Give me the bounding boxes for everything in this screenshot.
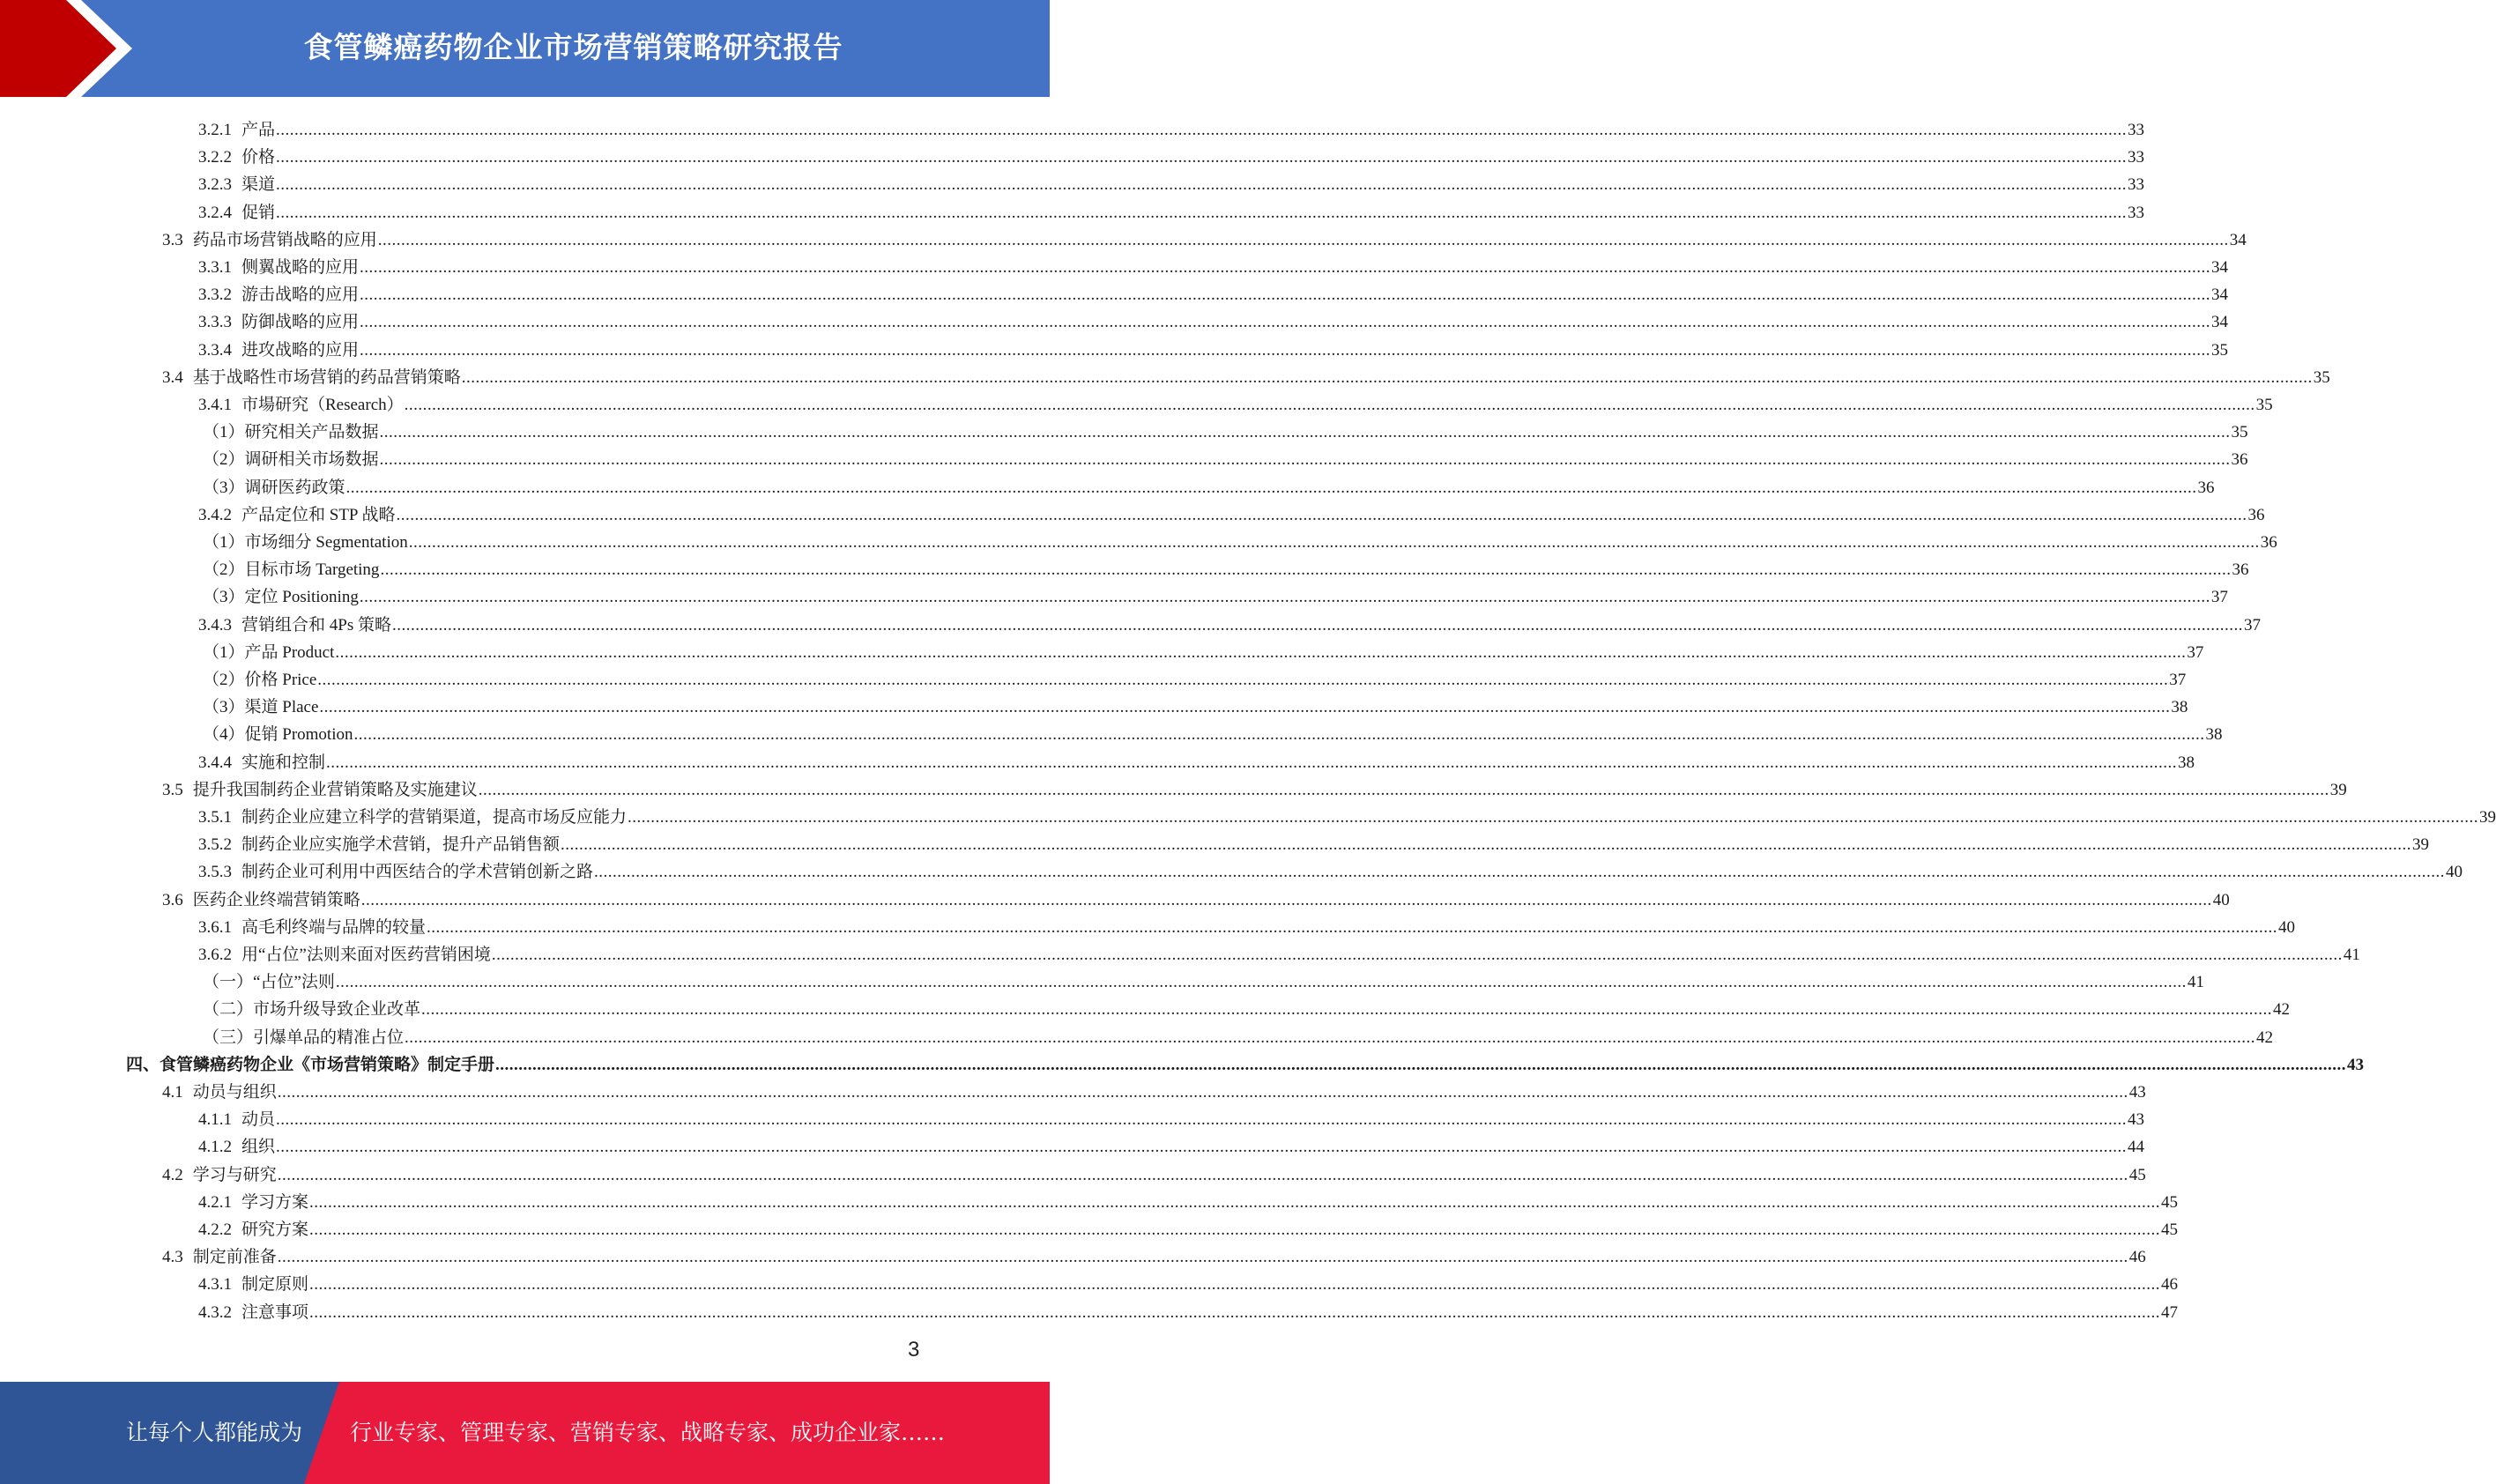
toc-entry[interactable] [198,196,2145,223]
toc-entry[interactable] [198,938,2360,965]
toc-entry-title: 高毛利终端与品牌的较量 [241,917,427,937]
toc-entry-number: 4.3.1 [198,1275,232,1295]
toc-dot-leader: ................................................................................................................................................................................................................................................................................................................................................................................................................ [391,615,2243,634]
toc-entry-page: 33 [2128,203,2145,222]
toc-dot-leader: ................................................................................................................................................................................................................................................................................................................................................................................................................ [276,148,2128,167]
toc-dot-leader: ................................................................................................................................................................................................................................................................................................................................................................................................................ [377,230,2229,249]
toc-entry-title: （1）市场细分 Segmentation [203,533,408,552]
toc-entry-number: 3.2.2 [198,148,232,167]
toc-entry-page: 36 [2247,505,2265,524]
toc-entry-page: 45 [2161,1192,2179,1212]
toc-entry-title: 价格 [241,148,276,167]
toc-entry-page: 46 [2161,1275,2179,1295]
toc-entry[interactable] [198,910,2296,938]
toc-dot-leader: ................................................................................................................................................................................................................................................................................................................................................................................................................ [408,533,2260,552]
toc-entry-number: 3.5.3 [198,863,232,882]
toc-entry-title: 学习方案 [241,1192,309,1212]
toc-dot-leader: ................................................................................................................................................................................................................................................................................................................................................................................................................ [309,1275,2161,1295]
toc-dot-leader: ................................................................................................................................................................................................................................................................................................................................................................................................................ [360,258,2211,277]
toc-entry-title: （3）调研医药政策 [203,478,345,497]
toc-dot-leader: ................................................................................................................................................................................................................................................................................................................................................................................................................ [277,1083,2128,1102]
toc-entry-title: 基于战略性市场营销的药品营销策略 [192,367,461,387]
toc-dot-leader: ................................................................................................................................................................................................................................................................................................................................................................................................................ [276,121,2128,139]
toc-dot-leader: ................................................................................................................................................................................................................................................................................................................................................................................................................ [594,863,2446,882]
toc-entry-title: 用“占位”法则来面对医药营销困境 [241,946,491,964]
toc-entry-page: 35 [2231,423,2248,442]
toc-entry[interactable] [198,250,2229,278]
toc-entry-page: 42 [2256,1028,2274,1047]
toc-dot-leader: ................................................................................................................................................................................................................................................................................................................................................................................................................ [427,917,2278,937]
toc-entry-title: （3）定位 Positioning [203,588,359,607]
toc-entry-title: 制定原则 [241,1275,309,1295]
toc-entry[interactable] [162,360,2330,388]
toc-entry-number: 4.3 [162,1248,183,1267]
toc-dot-leader: ................................................................................................................................................................................................................................................................................................................................................................................................................ [309,1302,2161,1322]
toc-entry-number: 3.3 [162,230,183,249]
toc-dot-leader: ................................................................................................................................................................................................................................................................................................................................................................................................................ [335,973,2187,992]
toc-dot-leader: ................................................................................................................................................................................................................................................................................................................................................................................................................ [276,175,2128,195]
toc-entry-page: 39 [2329,780,2347,799]
page-footer [0,1382,1050,1484]
toc-entry[interactable] [203,415,2248,442]
toc-entry-page: 42 [2273,1000,2291,1020]
footer-slogan-left: 让每个人都能成为 [126,1420,303,1445]
toc-entry-page: 45 [2128,1165,2146,1184]
toc-entry-number: 4.2.2 [198,1221,232,1239]
toc-entry-page: 38 [2205,725,2223,745]
toc-dot-leader: ................................................................................................................................................................................................................................................................................................................................................................................................................ [379,450,2231,470]
toc-dot-leader: ................................................................................................................................................................................................................................................................................................................................................................................................................ [628,808,2479,827]
toc-entry-page: 38 [2178,753,2195,772]
toc-entry[interactable] [198,1185,2179,1213]
toc-entry[interactable] [203,690,2188,717]
toc-entry-page: 36 [2231,450,2248,470]
toc-entry-number: 3.3.3 [198,313,232,332]
toc-entry[interactable] [198,498,2265,525]
toc-entry[interactable] [198,278,2229,305]
toc-entry-title: （1）产品 Product [203,642,335,662]
toc-entry-number: 3.5 [162,780,183,799]
toc-entry[interactable] [198,167,2145,195]
toc-entry-page: 33 [2128,148,2145,167]
toc-entry-page: 40 [2278,917,2296,937]
toc-entry[interactable] [203,525,2277,553]
toc-entry[interactable] [162,1158,2146,1185]
toc-dot-leader: ................................................................................................................................................................................................................................................................................................................................................................................................................ [360,313,2211,332]
toc-dot-leader: ................................................................................................................................................................................................................................................................................................................................................................................................................ [404,396,2255,414]
toc-entry-number: 3.3.2 [198,286,232,305]
toc-entry-title: （1）研究相关产品数据 [203,423,379,442]
toc-entry-number: 4.3.2 [198,1302,232,1322]
toc-entry-page: 45 [2161,1221,2179,1239]
toc-dot-leader: ................................................................................................................................................................................................................................................................................................................................................................................................................ [276,203,2128,222]
toc-entry-page: 37 [2169,671,2187,689]
toc-entry[interactable] [198,1102,2145,1130]
toc-entry[interactable] [203,471,2215,498]
toc-entry-title: 实施和控制 [241,753,326,772]
toc-entry[interactable] [198,827,2430,855]
toc-entry[interactable] [198,855,2463,882]
toc-entry-page: 38 [2171,698,2188,717]
toc-dot-leader: ................................................................................................................................................................................................................................................................................................................................................................................................................ [326,753,2178,772]
toc-dot-leader: ................................................................................................................................................................................................................................................................................................................................................................................................................ [461,367,2313,387]
toc-entry-title: 四、食管鳞癌药物企业《市场营销策略》制定手册 [126,1055,495,1074]
toc-entry-number: 3.2.4 [198,203,232,222]
toc-dot-leader: ................................................................................................................................................................................................................................................................................................................................................................................................................ [405,1028,2256,1047]
toc-dot-leader: ................................................................................................................................................................................................................................................................................................................................................................................................................ [317,671,2169,689]
toc-entry[interactable] [203,553,2249,580]
toc-entry[interactable] [198,1267,2179,1295]
toc-entry-number: 3.2.1 [198,121,232,139]
toc-entry-title: 产品 [241,121,276,139]
toc-entry-page: 43 [2128,1110,2145,1130]
toc-entry[interactable] [203,1020,2274,1048]
toc-entry-number: 3.4.1 [198,396,232,414]
toc-entry-page: 40 [2212,890,2230,909]
toc-entry-title: 医药企业终端营销策略 [192,890,360,909]
toc-entry-page: 39 [2412,835,2430,855]
toc-entry[interactable] [162,1075,2146,1102]
toc-entry-number: 3.6.2 [198,946,232,964]
toc-entry-page: 34 [2211,313,2229,332]
document-title: 食管鳞癌药物企业市场营销策略研究报告 [303,30,843,64]
toc-entry-page: 34 [2229,230,2247,249]
toc-dot-leader: ................................................................................................................................................................................................................................................................................................................................................................................................................ [379,423,2231,442]
toc-entry[interactable] [198,800,2496,827]
toc-dot-leader: ................................................................................................................................................................................................................................................................................................................................................................................................................ [309,1221,2161,1239]
toc-dot-leader: ................................................................................................................................................................................................................................................................................................................................................................................................................ [276,1138,2128,1157]
toc-entry[interactable] [203,663,2187,690]
toc-entry-number: 3.6.1 [198,917,232,937]
toc-entry-title: 动员与组织 [192,1083,277,1102]
toc-entry-page: 47 [2161,1302,2179,1322]
toc-entry[interactable] [198,1295,2179,1323]
toc-dot-leader: ................................................................................................................................................................................................................................................................................................................................................................................................................ [491,946,2343,964]
toc-entry-page: 43 [2128,1083,2146,1102]
toc-entry-page: 37 [2210,588,2228,607]
toc-entry-title: 防御战略的应用 [241,313,360,332]
toc-entry[interactable] [198,1130,2145,1157]
toc-dot-leader: ................................................................................................................................................................................................................................................................................................................................................................................................................ [421,1000,2273,1020]
toc-entry[interactable] [198,113,2145,140]
toc-dot-leader: ................................................................................................................................................................................................................................................................................................................................................................................................................ [277,1248,2128,1267]
toc-entry-number: 4.2.1 [198,1192,232,1212]
toc-entry-page: 43 [2347,1055,2365,1074]
toc-entry-page: 35 [2313,367,2330,387]
toc-dot-leader: ................................................................................................................................................................................................................................................................................................................................................................................................................ [345,478,2197,497]
toc-dot-leader: ................................................................................................................................................................................................................................................................................................................................................................................................................ [353,725,2205,745]
toc-entry[interactable] [203,992,2291,1020]
toc-entry-page: 40 [2446,863,2463,882]
toc-entry-number: 4.1.1 [198,1110,232,1130]
toc-entry-page: 37 [2187,642,2204,662]
toc-entry[interactable] [162,883,2230,910]
toc-entry-page: 33 [2128,121,2145,139]
toc-dot-leader: ................................................................................................................................................................................................................................................................................................................................................................................................................ [309,1192,2161,1212]
toc-entry-page: 35 [2211,340,2229,360]
toc-entry-page: 36 [2260,533,2277,552]
toc-entry-page: 44 [2128,1138,2145,1157]
toc-entry-title: （2）调研相关市场数据 [203,450,379,470]
header-arrow-decoration [0,0,132,97]
toc-entry-title: （三）引爆单品的精准占位 [203,1028,405,1047]
toc-entry[interactable] [198,1213,2179,1240]
toc-entry-title: 注意事项 [241,1302,309,1322]
toc-dot-leader: ................................................................................................................................................................................................................................................................................................................................................................................................................ [380,560,2232,580]
toc-entry-number: 4.1.2 [198,1138,232,1157]
toc-entry-number: 3.4.3 [198,615,232,634]
toc-entry-title: 组织 [241,1138,276,1157]
toc-entry-page: 36 [2232,560,2249,580]
toc-entry-title: 提升我国制药企业营销策略及实施建议 [192,780,478,799]
toc-entry-page: 34 [2211,258,2229,277]
page-header [0,0,1050,97]
toc-entry[interactable] [198,333,2229,360]
toc-entry[interactable] [198,305,2229,332]
toc-entry[interactable] [198,140,2145,167]
toc-dot-leader: ................................................................................................................................................................................................................................................................................................................................................................................................................ [478,780,2329,799]
toc-entry-number: 3.5.2 [198,835,232,855]
toc-entry[interactable] [203,580,2228,607]
toc-entry-title: （2）目标市场 Targeting [203,560,380,580]
toc-entry-title: 药品市场营销战略的应用 [192,230,377,249]
toc-dot-leader: ................................................................................................................................................................................................................................................................................................................................................................................................................ [396,505,2247,524]
toc-entry-title: 进攻战略的应用 [241,340,360,360]
toc-entry-number: 4.1 [162,1083,183,1102]
toc-entry[interactable] [162,773,2347,800]
toc-entry-page: 37 [2243,615,2261,634]
toc-entry[interactable] [203,442,2248,470]
toc-entry[interactable] [203,635,2204,663]
toc-entry-page: 46 [2128,1248,2146,1267]
toc-entry-number: 3.5.1 [198,808,232,827]
toc-entry[interactable] [198,608,2261,635]
toc-entry-page: 34 [2211,286,2229,305]
toc-entry[interactable] [126,1048,2365,1075]
toc-dot-leader: ................................................................................................................................................................................................................................................................................................................................................................................................................ [360,890,2212,909]
toc-entry-number: 3.4 [162,367,183,387]
toc-dot-leader: ................................................................................................................................................................................................................................................................................................................................................................................................................ [276,1110,2128,1130]
toc-dot-leader: ................................................................................................................................................................................................................................................................................................................................................................................................................ [319,698,2171,717]
toc-entry[interactable] [203,965,2204,992]
toc-entry-page: 41 [2187,973,2204,992]
toc-dot-leader: ................................................................................................................................................................................................................................................................................................................................................................................................................ [359,588,2210,607]
toc-entry-page: 41 [2343,946,2360,964]
toc-entry-title: 制药企业应实施学术营销，提升产品销售额 [241,835,561,855]
toc-entry-number: 3.2.3 [198,175,232,195]
toc-dot-leader: ................................................................................................................................................................................................................................................................................................................................................................................................................ [360,340,2211,360]
toc-dot-leader: ................................................................................................................................................................................................................................................................................................................................................................................................................ [561,835,2412,855]
toc-entry-title: （3）渠道 Place [203,698,319,717]
toc-entry[interactable] [198,746,2195,773]
toc-entry-title: 促销 [241,203,276,222]
toc-entry-page: 36 [2197,478,2215,497]
page-number: 3 [908,1338,920,1362]
toc-entry-page: 35 [2255,396,2273,414]
toc-dot-leader: ................................................................................................................................................................................................................................................................................................................................................................................................................ [495,1055,2347,1074]
toc-entry-number: 3.3.4 [198,340,232,360]
toc-entry-title: （2）价格 Price [203,671,317,689]
toc-entry-number: 3.6 [162,890,183,909]
toc-entry-number: 3.4.4 [198,753,232,772]
toc-entry-title: （二）市场升级导致企业改革 [203,1000,421,1020]
toc-entry[interactable] [198,388,2273,415]
toc-entry[interactable] [203,717,2223,745]
toc-entry[interactable] [162,1240,2146,1267]
toc-entry-title: （一）“占位”法则 [203,973,335,992]
toc-entry-title: 动员 [241,1110,276,1130]
toc-dot-leader: ................................................................................................................................................................................................................................................................................................................................................................................................................ [277,1165,2128,1184]
toc-dot-leader: ................................................................................................................................................................................................................................................................................................................................................................................................................ [335,642,2187,662]
toc-entry-title: 制药企业可利用中西医结合的学术营销创新之路 [241,863,594,882]
toc-entry-title: 渠道 [241,175,276,195]
footer-slogan-right: 行业专家、管理专家、营销专家、战略专家、成功企业家…… [350,1420,946,1445]
toc-dot-leader: ................................................................................................................................................................................................................................................................................................................................................................................................................ [360,286,2211,305]
toc-entry-title: （4）促销 Promotion [203,725,353,745]
toc-entry-title: 侧翼战略的应用 [241,258,360,277]
toc-entry-title: 产品定位和 STP 战略 [241,505,396,524]
toc-entry-title: 市場研究（Research） [241,396,404,414]
toc-entry-page: 33 [2128,175,2145,195]
toc-entry-title: 研究方案 [241,1221,309,1239]
toc-entry-title: 制定前准备 [192,1248,277,1267]
toc-entry-number: 4.2 [162,1165,183,1184]
toc-entry-title: 学习与研究 [192,1165,277,1184]
toc-entry-title: 游击战略的应用 [241,286,360,305]
toc-entry[interactable] [162,223,2247,250]
toc-entry-number: 3.3.1 [198,258,232,277]
toc-entry-title: 制药企业应建立科学的营销渠道，提高市场反应能力 [241,808,628,827]
toc-entry-number: 3.4.2 [198,505,232,524]
toc-entry-page: 39 [2479,808,2496,827]
toc-entry-title: 营销组合和 4Ps 策略 [241,615,391,634]
